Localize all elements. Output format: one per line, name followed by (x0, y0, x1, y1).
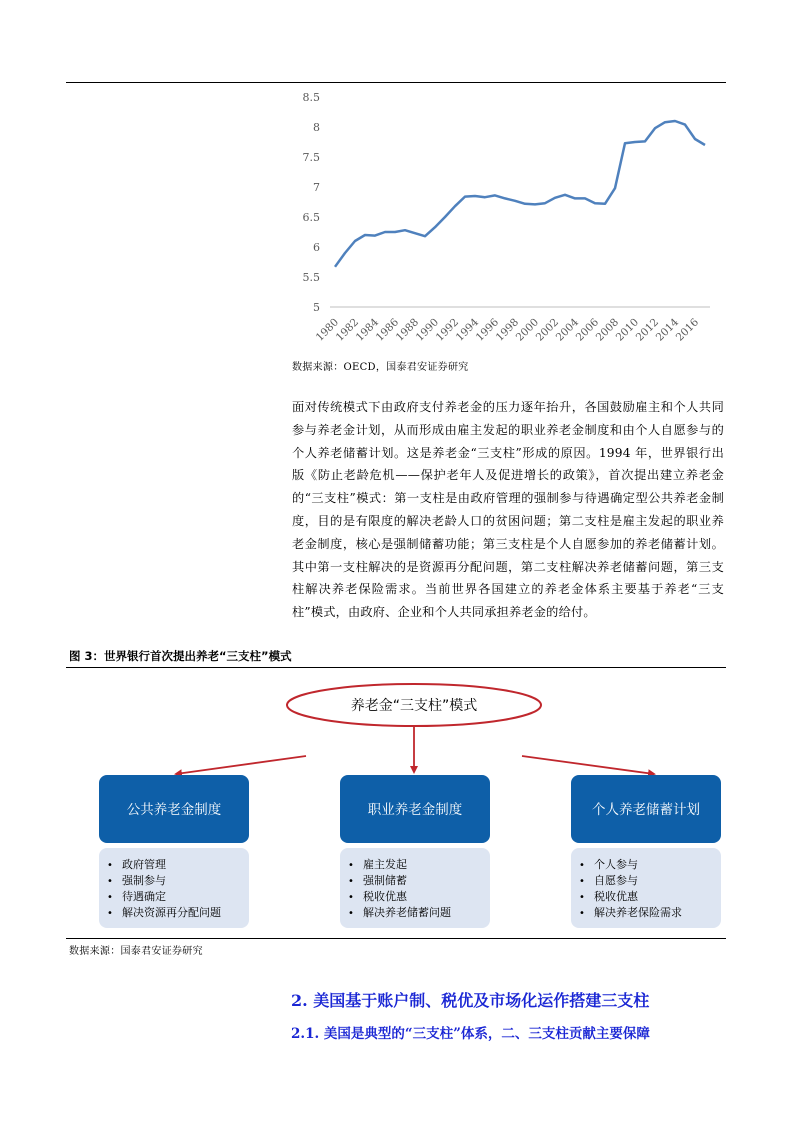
x-tick-label: 1988 (393, 316, 422, 344)
bullet-dot: • (107, 908, 113, 919)
y-tick-label: 5.5 (302, 271, 320, 284)
figure-caption: 图 3：世界银行首次提出养老“三支柱”模式 (69, 649, 292, 663)
bullet-dot: • (579, 860, 585, 871)
bullet-text: 自愿参与 (594, 874, 638, 887)
arrow-left (176, 756, 306, 774)
x-tick-label: 1980 (313, 316, 342, 344)
line-chart (290, 84, 726, 352)
x-tick-label: 2008 (593, 316, 622, 344)
bullet-text: 税收优惠 (363, 890, 407, 903)
bullet-text: 个人参与 (594, 858, 638, 871)
x-tick-label: 1984 (353, 316, 382, 344)
x-tick-label: 1986 (373, 316, 402, 344)
y-tick-label: 8 (313, 121, 320, 134)
bullet-text: 雇主发起 (363, 858, 407, 871)
x-tick-label: 2002 (533, 316, 562, 344)
x-tick-label: 1996 (473, 316, 502, 344)
y-tick-label: 7 (313, 181, 320, 194)
three-pillar-diagram (66, 670, 726, 938)
bullet-text: 强制参与 (122, 874, 166, 887)
section-heading: 2. 美国基于账户制、税优及市场化运作搭建三支柱 (291, 991, 650, 1010)
header-rule (66, 82, 726, 83)
x-tick-label: 1990 (413, 316, 442, 344)
x-tick-label: 2006 (573, 316, 602, 344)
x-tick-label: 1992 (433, 316, 462, 344)
bullet-dot: • (348, 876, 354, 887)
y-tick-label: 8.5 (302, 91, 320, 104)
pillar-title-occupational: 职业养老金制度 (367, 802, 463, 818)
x-tick-label: 1982 (333, 316, 362, 344)
chart-source: 数据来源：OECD，国泰君安证券研究 (292, 362, 469, 373)
bullet-dot: • (348, 860, 354, 871)
bullet-dot: • (579, 908, 585, 919)
bullet-dot: • (107, 876, 113, 887)
x-tick-label: 2000 (513, 316, 542, 344)
y-tick-label: 6.5 (302, 211, 320, 224)
body-paragraph: 面对传统模式下由政府支付养老金的压力逐年抬升，各国鼓励雇主和个人共同参与养老金计划，从而形成由雇主发起的职业养老金制度和由个人自愿参与的个人养老储蓄计划。这是养老金“三支柱”形成的原因。1994 年，世界银行出版《防止老龄危机——保护老年人及促进增长的政策》，首次提出建立养老金的“三支柱”模式：第一支柱是由政府管理的强制参与待遇确定型公共养老金制度，目的是有限度的解决老龄人口的贫困问题；第二支柱是雇主发起的职业养老金制度，核心是强制储蓄功能；第三支柱是个人自愿参加的养老储蓄计划。其中第一支柱解决的是资源再分配问题，第二支柱解决养老储蓄问题，第三支柱解决养老保险需求。当前世界各国建立的养老金体系主要基于养老“三支柱”模式，由政府、企业和个人共同承担养老金的给付。 (292, 400, 724, 620)
y-tick-label: 6 (313, 241, 320, 254)
subsection-heading: 2.1. 美国是典型的“三支柱”体系，二、三支柱贡献主要保障 (291, 1026, 650, 1042)
y-tick-label: 7.5 (302, 151, 320, 164)
x-tick-label: 1994 (453, 316, 482, 344)
x-tick-label: 2016 (673, 316, 702, 344)
x-tick-label: 1998 (493, 316, 522, 344)
x-tick-label: 2004 (553, 316, 582, 344)
bullet-text: 解决养老储蓄问题 (363, 906, 451, 919)
pillar-title-personal: 个人养老储蓄计划 (592, 802, 700, 818)
bullet-text: 税收优惠 (594, 890, 638, 903)
x-tick-label: 2014 (653, 316, 682, 344)
bullet-dot: • (107, 860, 113, 871)
figure-source: 数据来源：国泰君安证券研究 (69, 946, 203, 957)
y-tick-label: 5 (313, 301, 320, 314)
figure-top-rule (66, 667, 726, 668)
bullet-text: 待遇确定 (122, 890, 166, 903)
bullet-dot: • (348, 908, 354, 919)
bullet-text: 解决养老保险需求 (594, 906, 682, 919)
bullet-text: 解决资源再分配问题 (122, 906, 221, 919)
center-title: 养老金“三支柱”模式 (350, 698, 478, 714)
bullet-dot: • (579, 892, 585, 903)
x-tick-label: 2012 (633, 316, 662, 344)
bullet-text: 政府管理 (122, 858, 166, 871)
figure-bottom-rule (66, 938, 726, 939)
x-tick-label: 2010 (613, 316, 642, 344)
bullet-text: 强制储蓄 (363, 874, 407, 887)
bullet-dot: • (579, 876, 585, 887)
bullet-dot: • (348, 892, 354, 903)
bullet-dot: • (107, 892, 113, 903)
pillar-title-public: 公共养老金制度 (126, 802, 222, 818)
arrow-right (522, 756, 654, 774)
series-line (335, 121, 705, 267)
